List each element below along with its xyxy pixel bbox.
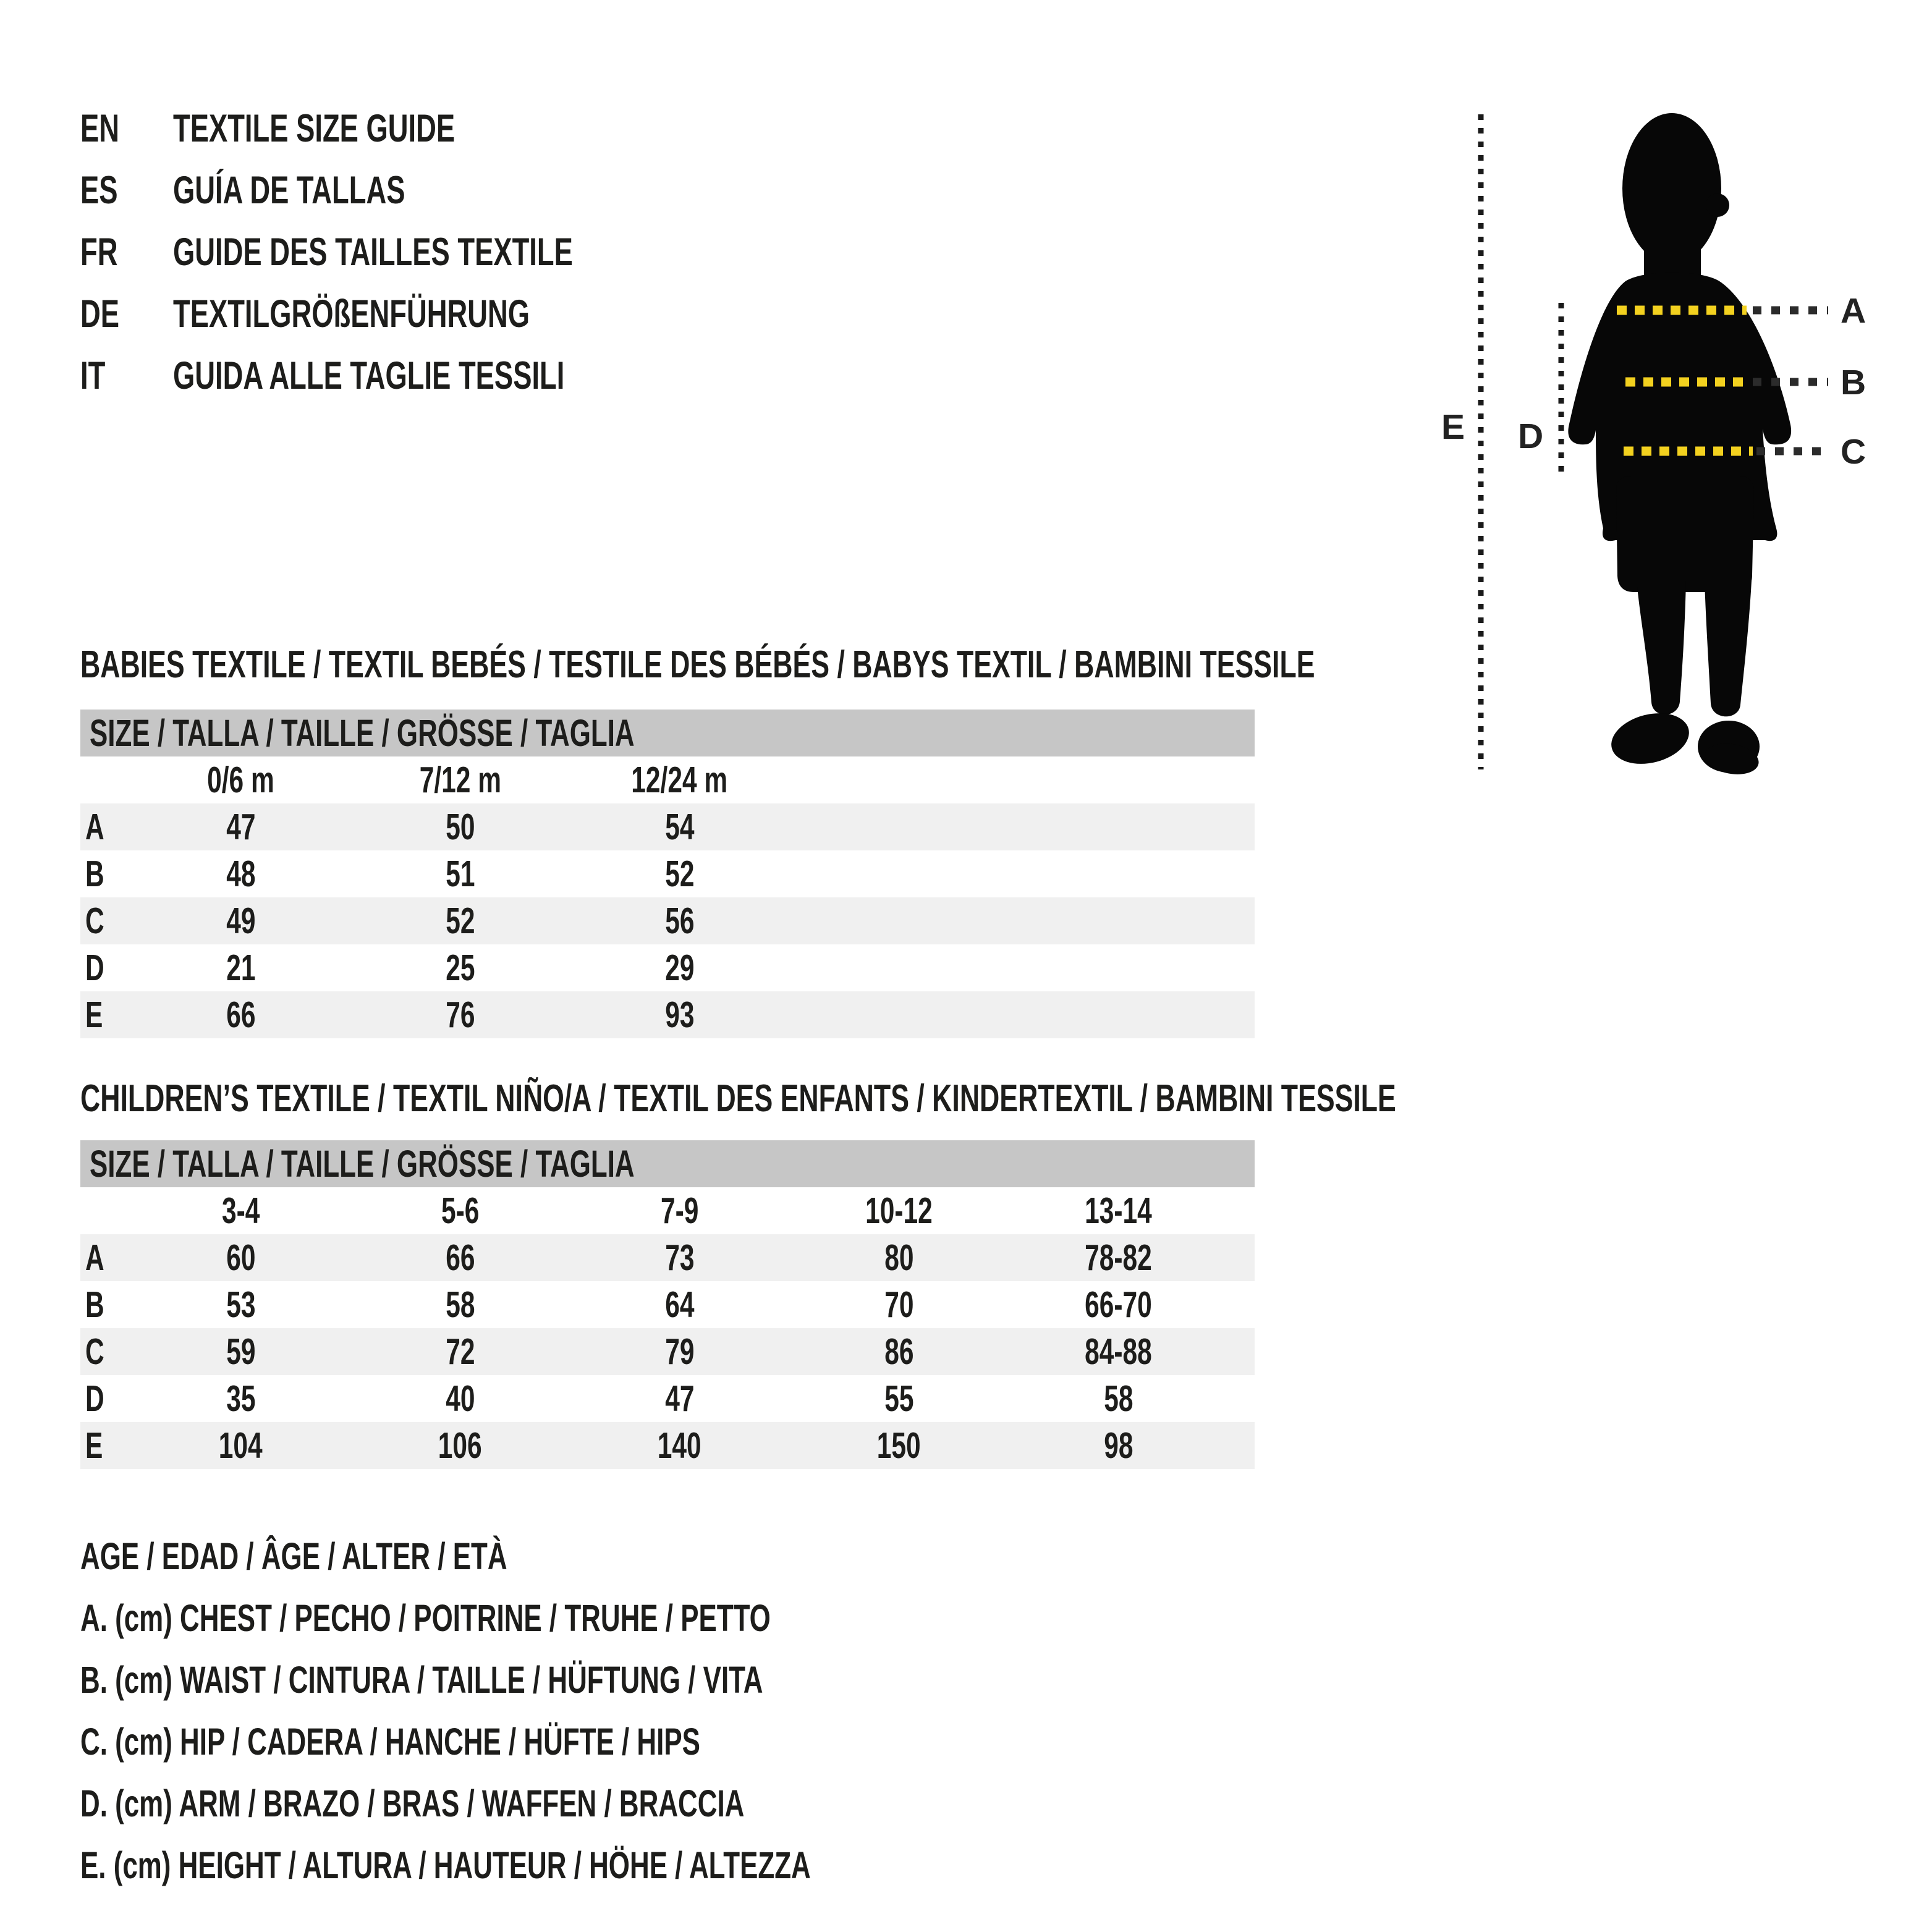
language-row-es	[80, 159, 728, 221]
table-row-D	[80, 944, 1255, 991]
size-value-cell: 53	[226, 1284, 256, 1325]
legend-age-line: AGE / EDAD / ÂGE / ALTER / ETÀ	[80, 1535, 507, 1577]
language-title: TEXTILE SIZE GUIDE	[173, 107, 455, 150]
row-label: A	[80, 1234, 131, 1281]
row-label: C	[80, 897, 131, 944]
children-size-header-bar: SIZE / TALLA / TAILLE / GRÖSSE / TAGLIA	[80, 1140, 1255, 1187]
size-value-cell: 150	[789, 1422, 1009, 1469]
babies-section-heading: BABIES TEXTILE / TEXTIL BEBÉS / TESTILE DES BÉBÉS / BABYS TEXTIL / BAMBINI TESSILE	[80, 643, 1315, 686]
legend-height-line: E. (cm) HEIGHT / ALTURA / HAUTEUR / HÖHE / ALTEZZA	[80, 1844, 811, 1886]
table-row-C	[80, 897, 1255, 944]
row-label: C	[80, 1328, 131, 1375]
size-value-cell: 49	[131, 897, 350, 944]
size-value-cell: 55	[884, 1378, 914, 1419]
table-row-E	[80, 1422, 1255, 1469]
language-row-en	[80, 98, 728, 159]
column-header: 7-9	[660, 1190, 699, 1231]
row-label: B	[85, 854, 104, 894]
row-label: A	[80, 803, 131, 850]
size-value-cell: 60	[131, 1234, 350, 1281]
row-label: E	[80, 1422, 131, 1469]
language-row-it	[80, 345, 728, 407]
babies-size-table	[80, 710, 1255, 1038]
language-row-fr	[80, 221, 728, 283]
size-value-cell: 79	[570, 1328, 789, 1375]
size-value-cell: 84-88	[1009, 1328, 1228, 1375]
size-value-cell: 40	[445, 1378, 475, 1419]
babies-table	[80, 756, 1255, 1038]
language-code: EN	[80, 107, 120, 150]
size-value-cell: 47	[664, 1378, 695, 1419]
size-value-cell: 58	[445, 1284, 475, 1325]
size-value-cell: 48	[226, 854, 256, 894]
size-value-cell: 70	[884, 1284, 914, 1325]
size-value-cell: 104	[131, 1422, 350, 1469]
language-title: GUÍA DE TALLAS	[173, 169, 405, 212]
size-value-cell: 52	[350, 897, 570, 944]
size-value-cell: 21	[226, 947, 256, 988]
legend-hip-line: C. (cm) HIP / CADERA / HANCHE / HÜFTE / HIPS	[80, 1721, 700, 1763]
size-value-cell: 140	[570, 1422, 789, 1469]
table-row-A	[80, 803, 1255, 850]
size-value-cell: 80	[789, 1234, 1009, 1281]
language-code: FR	[80, 231, 118, 274]
size-value-cell: 86	[789, 1328, 1009, 1375]
babies-column-header-row	[80, 756, 1255, 803]
language-code: IT	[80, 354, 106, 397]
size-value-cell: 66-70	[1085, 1284, 1152, 1325]
legend-chest-line: A. (cm) CHEST / PECHO / POITRINE / TRUHE / PETTO	[80, 1597, 771, 1639]
size-value-cell: 66	[350, 1234, 570, 1281]
table-row-E	[80, 991, 1255, 1038]
size-value-cell: 47	[131, 803, 350, 850]
babies-size-header-bar: SIZE / TALLA / TAILLE / GRÖSSE / TAGLIA	[80, 710, 1255, 756]
row-label: E	[80, 991, 131, 1038]
legend-arm-line: D. (cm) ARM / BRAZO / BRAS / WAFFEN / BRACCIA	[80, 1782, 745, 1824]
size-value-cell: 98	[1009, 1422, 1228, 1469]
size-value-cell: 50	[350, 803, 570, 850]
label-E: E	[1441, 407, 1465, 447]
size-value-cell: 106	[350, 1422, 570, 1469]
column-header: 7/12 m	[419, 760, 501, 800]
size-value-cell: 56	[570, 897, 789, 944]
children-column-header-row	[80, 1187, 1255, 1234]
table-row-B	[80, 1281, 1255, 1328]
children-section-heading: CHILDREN’S TEXTILE / TEXTIL NIÑO/A / TEXTIL DES ENFANTS / KINDERTEXTIL / BAMBINI TESSILE	[80, 1077, 1396, 1120]
column-header: 5-6	[441, 1190, 480, 1231]
table-row-A	[80, 1234, 1255, 1281]
size-value-cell: 78-82	[1009, 1234, 1228, 1281]
label-B: B	[1841, 363, 1866, 402]
size-value-cell: 72	[350, 1328, 570, 1375]
size-value-cell: 73	[570, 1234, 789, 1281]
measurement-legend	[80, 1525, 1095, 1896]
row-label: B	[85, 1284, 104, 1325]
size-value-cell: 93	[570, 991, 789, 1038]
column-header: 0/6 m	[207, 760, 274, 800]
language-title: GUIDA ALLE TAGLIE TESSILI	[173, 354, 565, 397]
label-A: A	[1841, 291, 1866, 331]
language-title-list	[80, 98, 728, 407]
language-code: DE	[80, 292, 120, 336]
column-header: 10-12	[865, 1190, 933, 1231]
language-title: GUIDE DES TAILLES TEXTILE	[173, 231, 573, 274]
table-row-B	[80, 850, 1255, 897]
children-size-table	[80, 1140, 1255, 1469]
table-row-D	[80, 1375, 1255, 1422]
size-value-cell: 66	[131, 991, 350, 1038]
size-value-cell: 59	[131, 1328, 350, 1375]
language-row-de	[80, 283, 728, 345]
column-header: 3-4	[221, 1190, 260, 1231]
size-value-cell: 29	[664, 947, 695, 988]
language-code: ES	[80, 169, 118, 212]
size-value-cell: 64	[664, 1284, 695, 1325]
column-header: 13-14	[1085, 1190, 1152, 1231]
size-value-cell: 51	[445, 854, 475, 894]
label-C: C	[1841, 432, 1866, 472]
size-value-cell: 52	[664, 854, 695, 894]
legend-waist-line: B. (cm) WAIST / CINTURA / TAILLE / HÜFTUNG / VITA	[80, 1659, 763, 1701]
children-table	[80, 1187, 1255, 1469]
size-value-cell: 58	[1103, 1378, 1133, 1419]
size-value-cell: 25	[445, 947, 475, 988]
column-header: 12/24 m	[631, 760, 728, 800]
row-label: D	[85, 947, 104, 988]
language-title: TEXTILGRÖßENFÜHRUNG	[173, 292, 530, 336]
size-value-cell: 76	[350, 991, 570, 1038]
size-value-cell: 54	[570, 803, 789, 850]
row-label: D	[85, 1378, 104, 1419]
table-row-C	[80, 1328, 1255, 1375]
label-D: D	[1518, 417, 1544, 456]
size-value-cell: 35	[226, 1378, 256, 1419]
